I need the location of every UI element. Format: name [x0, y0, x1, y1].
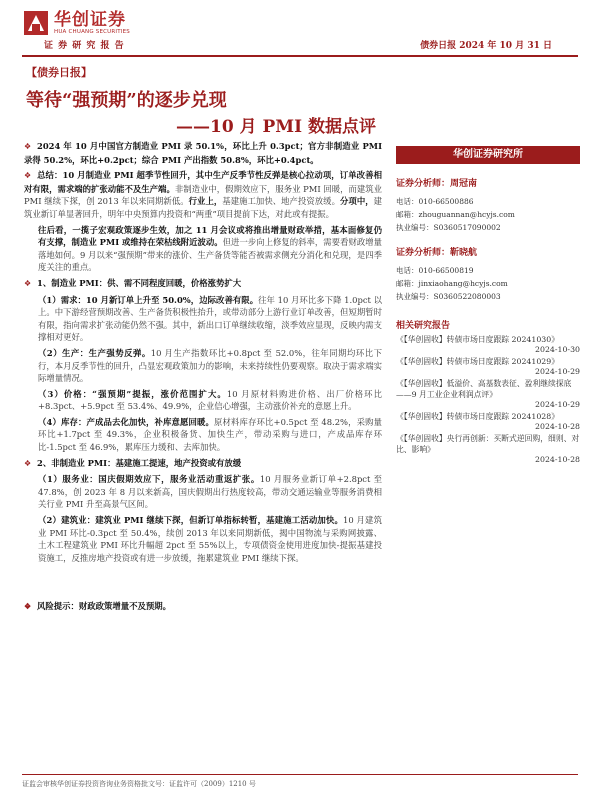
- report-title: 等待“强预期”的逐步兑现: [26, 90, 227, 111]
- summary-paragraph: ❖ 2024 年 10 月中国官方制造业 PMI 录 50.1%，环比上升 0.3pct；官方非制造业 PMI 录得 50.2%，环比+0.2pct；综合 PMI 产出指数 50.8%，环比+0.4pct。: [24, 141, 382, 165]
- risk-warning: ❖ 风险提示：财政政策增量不及预期。: [24, 601, 171, 611]
- diamond-bullet-icon: ❖: [24, 601, 32, 611]
- company-logo: [22, 6, 134, 40]
- report-tag: 【债券日报】: [26, 66, 92, 79]
- footer-disclaimer: 证监会审核华创证券投资咨询业务资格批文号：证监许可（2009）1210 号: [22, 780, 256, 788]
- summary-paragraph: ❖ 总结：10 月制造业 PMI 超季节性回升，其中生产反季节性反弹是核心拉动项，订单改善相对有限，需求端的扩张动能不及生产端。非制造业中，假期效应下，服务业 PMI 回暖，而建筑业 PMI 继续下探，创 2013 年以来同期新低。行业上，基建施工加快、地产投资放缓。分项中，建筑业新订单显著回升，明年中央预算内投资和“两重”项目提前下达，对此或有提振。: [24, 170, 383, 219]
- related-report-date: 2024-10-29: [535, 400, 580, 409]
- analyst-name: 证券分析师：靳晓航: [396, 248, 478, 258]
- outlook-paragraph: 往后看，一揽子宏观政策逐步生效，加之 11 月会议或将推出增量财政举措，基本面修复仍有支撑，制造业 PMI 或维持在荣枯线附近波动。但进一步向上修复的斜率，需要看财政增量落地如何。9 月以来“强预期”带来的涨价、生产备货等能否被需求侧充分消化和兑现，是四季度关注的重点。: [38, 224, 382, 273]
- related-report-date: 2024-10-28: [535, 455, 580, 464]
- analyst-phone: 电话：010-66500886: [396, 197, 474, 206]
- section-item: （2）建筑业：建筑业 PMI 继续下探，但新订单指标转暂，基建施工活动加快。10 月建筑业 PMI 环比-0.3pct 至 50.4%，续创 2013 年以来同期新低，揭中国物流与采购网披露、土木工程建筑业 PMI 环比升幅超 2pct 至 55%以上，专项债资金使用进度加快-提振基建投资施工，反推房地产投资或有进一步放缓，拖累建筑业 PMI 继续下探。: [38, 515, 382, 563]
- analyst-card: [396, 176, 580, 233]
- related-report-link[interactable]: 《【华创固收】转债市场日度跟踪 20241030》: [396, 335, 560, 344]
- analyst-email[interactable]: 邮箱：zhouguannan@hcyjs.com: [396, 210, 515, 219]
- section-item: （1）需求：10 月新订单上升至 50.0%，边际改善有限。往年 10 月环比多下降 1.0pct 以上。中下游经营预期改善、生产备货积极性抬升，或带动部分上游行业订单改善，但短期暂时有限，指向需求扩张动能仍然不强。其中，新出口订单继续收缩，淡季效应显现，反映内需支撑相对更好。: [38, 294, 382, 343]
- section-heading: ❖ 2、非制造业 PMI：基建施工提速，地产投资或有放缓: [24, 457, 382, 471]
- main-content: [24, 140, 382, 567]
- report-subtitle: ——10 月 PMI 数据点评: [176, 117, 376, 137]
- section-item: （2）生产：生产强势反弹。10 月生产指数环比+0.8pct 至 52.0%，往年同期均环比下行，本月反季节性的回升，凸显宏观政策加力的影响，未来持续性仍要观察。取决于需求端实际增量情况。: [38, 347, 382, 384]
- logo-name-en: HUA CHUANG SECURITIES: [54, 29, 130, 35]
- report-date: 债券日报 2024 年 10 月 31 日: [420, 41, 552, 51]
- logo-name-cn: 华创证券: [54, 10, 126, 30]
- related-report-link[interactable]: 《【华创固收】央行再创新：买断式逆回购，细则、对比、影响》: [396, 434, 580, 454]
- institute-banner: 华创证券研究所: [396, 146, 580, 164]
- analyst-card: [396, 245, 580, 302]
- analyst-phone: 电话：010-66500819: [396, 266, 474, 275]
- section-item: （4）库存：产成品去化加快，补库意愿回暖。原材料库存环比+0.5pct 至 48.2%，采购量环比+1.7pct 至 49.3%，企业积极备货、加快生产，带动采购与进口，产成品库存环比-1.5pct 至 46.9%，累库压力缓和、去库加快。: [38, 416, 383, 453]
- related-report-link[interactable]: 《【华创固收】低溢价、高基数表征、盈利继续探底——9 月工业企业利润点评》: [396, 379, 572, 399]
- analyst-license: 执业编号：S0360517090002: [396, 223, 501, 232]
- related-report-date: 2024-10-29: [535, 367, 580, 376]
- analyst-license: 执业编号：S0360522080003: [396, 292, 501, 301]
- diamond-bullet-icon: ❖: [24, 142, 32, 151]
- section-item: （3）价格：“强预期”提振，涨价范围扩大。10 月原材料购进价格、出厂价格环比+8.3pct、+5.9pct 至 53.4%、49.9%，企业信心增强，主动涨价补充的意愿上升。: [38, 388, 382, 412]
- related-report-date: 2024-10-28: [535, 422, 580, 431]
- diamond-bullet-icon: ❖: [24, 458, 32, 468]
- report-header: [0, 0, 600, 60]
- sidebar: [396, 146, 580, 466]
- related-report-link[interactable]: 《【华创固收】转债市场日度跟踪 20241029》: [396, 357, 560, 366]
- report-category: 证 券 研 究 报 告: [44, 41, 125, 51]
- footer-divider: [22, 774, 578, 775]
- logo-mark-icon: [22, 9, 50, 37]
- section-item: （1）服务业：国庆假期效应下，服务业活动重返扩张。10 月服务业新订单+2.8pct 至 47.8%，创 2023 年 8 月以来新高，国庆假期出行热度较高，带动交通运输业等服务消费相关行业 PMI 升至高景气区间。: [38, 474, 383, 510]
- diamond-bullet-icon: ❖: [24, 171, 32, 181]
- section-heading: ❖ 1、制造业 PMI：供、需不同程度回暖，价格涨势扩大: [24, 277, 382, 291]
- analyst-name: 证券分析师：周冠南: [396, 179, 478, 189]
- related-report-date: 2024-10-30: [535, 345, 580, 354]
- related-reports-title: 相关研究报告: [396, 321, 451, 331]
- diamond-bullet-icon: ❖: [24, 278, 32, 288]
- header-divider: [22, 55, 578, 57]
- related-report-link[interactable]: 《【华创固收】转债市场日度跟踪 20241028》: [396, 412, 560, 421]
- analyst-email[interactable]: 邮箱：jinxiaohang@hcyjs.com: [396, 279, 508, 288]
